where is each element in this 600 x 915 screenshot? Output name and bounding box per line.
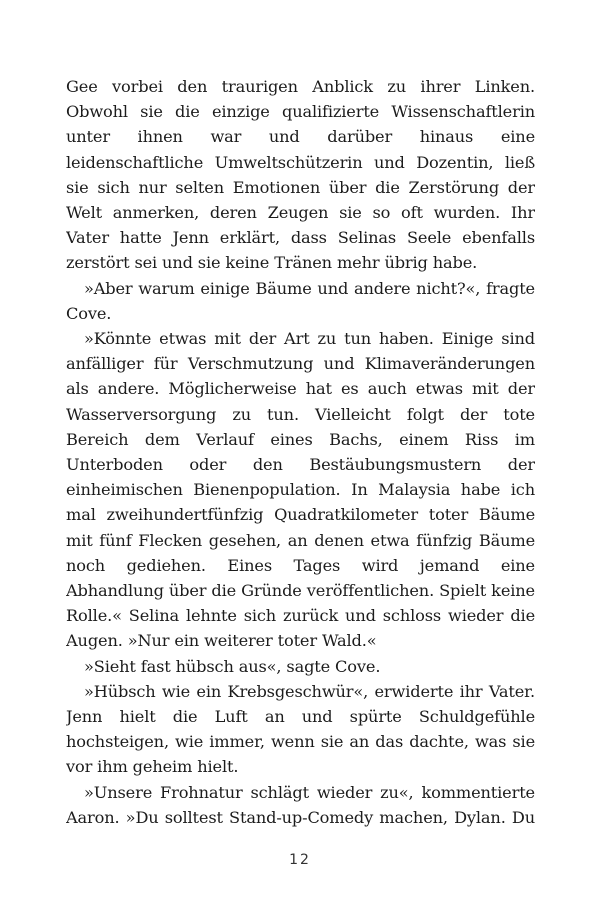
page-number: 12 xyxy=(289,852,311,868)
paragraph-dialogue: »Unsere Frohnatur schlägt wieder zu«, kommentierte Aaron. »Du solltest Stand-up-Comedy machen, Dylan. Du xyxy=(66,782,535,827)
paragraph-dialogue: »Aber warum einige Bäume und andere nicht?«, fragte Cove. xyxy=(66,278,535,323)
book-page-text xyxy=(66,74,535,834)
paragraph-dialogue: »Sieht fast hübsch aus«, sagte Cove. xyxy=(84,656,381,676)
paragraph-dialogue: »Hübsch wie ein Krebsgeschwür«, erwiderte ihr Vater. Jenn hielt die Luft an und spürte Schuldgefühle hochsteigen, wie immer, wenn sie an das dachte, was sie vor ihm geheim hielt. xyxy=(66,681,535,777)
paragraph-dialogue: »Könnte etwas mit der Art zu tun haben. Einige sind anfälliger für Verschmutzung und Klimaveränderungen als andere. Möglicherweise hat es auch etwas mit der Wasserversorgung zu tun. Vielleicht folgt der tote Bereich dem Verlauf eines Bachs, einem Riss im Unterboden oder den Bestäubungsmustern der einheimischen Bienenpopulation. In Malaysia habe ich mal zweihundertfünfzig Quadratkilometer toter Bäume mit fünf Flecken gesehen, an denen etwa fünfzig Bäume noch gediehen. Eines Tages wird jemand eine Abhandlung über die Gründe veröffentlichen. Spielt keine Rolle.« Selina lehnte sich zurück und schloss wieder die Augen. »Nur ein weiterer toter Wald.« xyxy=(66,329,535,651)
paragraph-continuation: Gee vorbei den traurigen Anblick zu ihrer Linken. Obwohl sie die einzige qualifizierte Wissenschaftlerin unter ihnen war und darüber hinaus eine leidenschaftliche Umweltschützerin und Dozentin, ließ sie sich nur selten Emotionen über die Zerstörung der Welt anmerken, deren Zeugen sie so oft wurden. Ihr Vater hatte Jenn erklärt, dass Selinas Seele ebenfalls zerstört sei und sie keine Tränen mehr übrig habe. xyxy=(66,77,535,273)
